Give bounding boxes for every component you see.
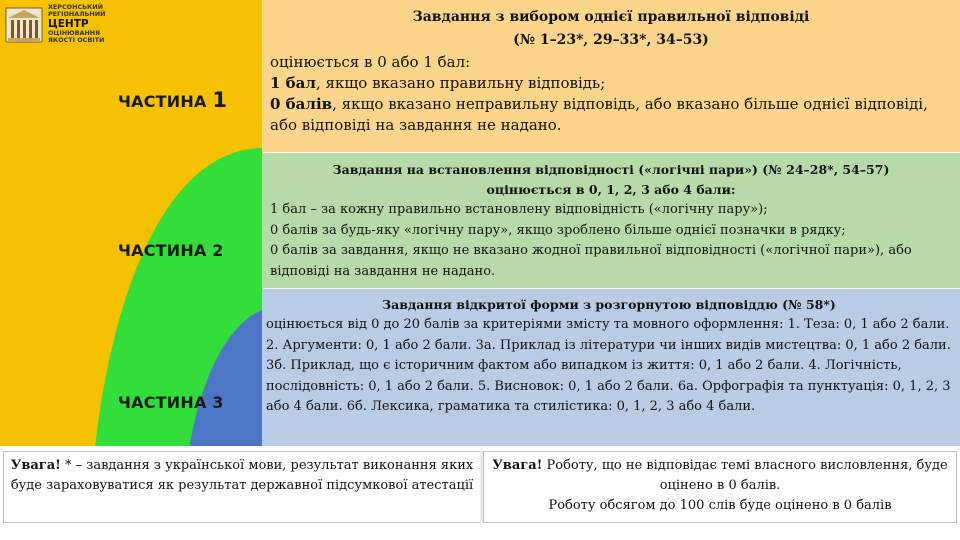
part1-label: ЧАСТИНА 1 <box>118 88 228 112</box>
part3-label: ЧАСТИНА 3 <box>118 393 224 412</box>
section3-box <box>262 289 960 446</box>
building-icon <box>4 4 44 44</box>
section1-line: 0 балів, якщо вказано неправильну відповідь, або вказано більше однієї відповіді, або відповіді на завдання не надано. <box>270 95 928 134</box>
logo-line: ЦЕНТР <box>48 17 89 30</box>
logo-line: ОЦІНЮВАННЯ <box>48 28 101 37</box>
section2-line: 0 балів за будь-яку «логічну пару», якщо зроблено більше однієї позначки в рядку; <box>270 222 846 238</box>
logo-line: ЯКОСТІ ОСВІТИ <box>48 35 105 44</box>
section2-line: 0 балів за завдання, якщо не вказано жодної правильної відповідності («логічної пари»), або відповіді на завдання не надано. <box>270 243 912 279</box>
org-logo <box>4 3 112 45</box>
part2-label: ЧАСТИНА 2 <box>118 241 224 260</box>
logo-text <box>48 4 105 44</box>
section2-box <box>262 153 960 288</box>
logo-line: ХЕРСОНСЬКИЙ <box>48 3 103 12</box>
attention-note-2: Увага! Роботу, що не відповідає темі власного висловлення, буде оцінено в 0 балів. Роботу обсягом до 100 слів буде оцінено в 0 балів <box>483 451 957 523</box>
attention-note-1: Увага! * – завдання з української мови, результат виконання яких буде зараховуватися як результат державної підсумкової атестації <box>3 451 481 523</box>
section2-line: 1 бал – за кожну правильно встановлену відповідність («логічну пару»); <box>270 202 768 217</box>
section3-text: оцінюється від 0 до 20 балів за критеріями змісту та мовного оформлення: 1. Теза: 0, 1 або 2 бали. 2. Аргументи: 0, 1 або 2 бали. 3а. Приклад із літератури чи інших видів мистецтва: 0, 1 або 2 бали. 3б. Приклад, що є історичним фактом або випадком із життя: 0, 1 або 2 бали. 4. Логічність, послідовність: 0, 1 або 2 бали. 5. Висновок: 0, 1 або 2 бали. 6а. Орфографія та пунктуація: 0, 1, 2, 3 або 4 бали. 6б. Лексика, граматика та стилістика: 0, 1, 2, 3 або 4 бали. <box>266 317 951 414</box>
section2-title: Завдання на встановлення відповідності («логічні пари») (№ 24–28*, 54–57) оцінюється в 0, 1, 2, 3 або 4 бали: <box>332 162 890 197</box>
logo-line: РЕГІОНАЛЬНИЙ <box>48 10 106 19</box>
section1-title: Завдання з вибором однієї правильної відповіді (№ 1–23*, 29–33*, 34–53) <box>412 9 810 48</box>
section3-title: Завдання відкритої форми з розгорнутою відповіддю (№ 58*) <box>382 297 836 312</box>
section1-line: 1 бал, якщо вказано правильну відповідь; <box>270 74 606 92</box>
section1-line: оцінюється в 0 або 1 бал: <box>270 53 471 71</box>
section1-box <box>262 0 960 152</box>
